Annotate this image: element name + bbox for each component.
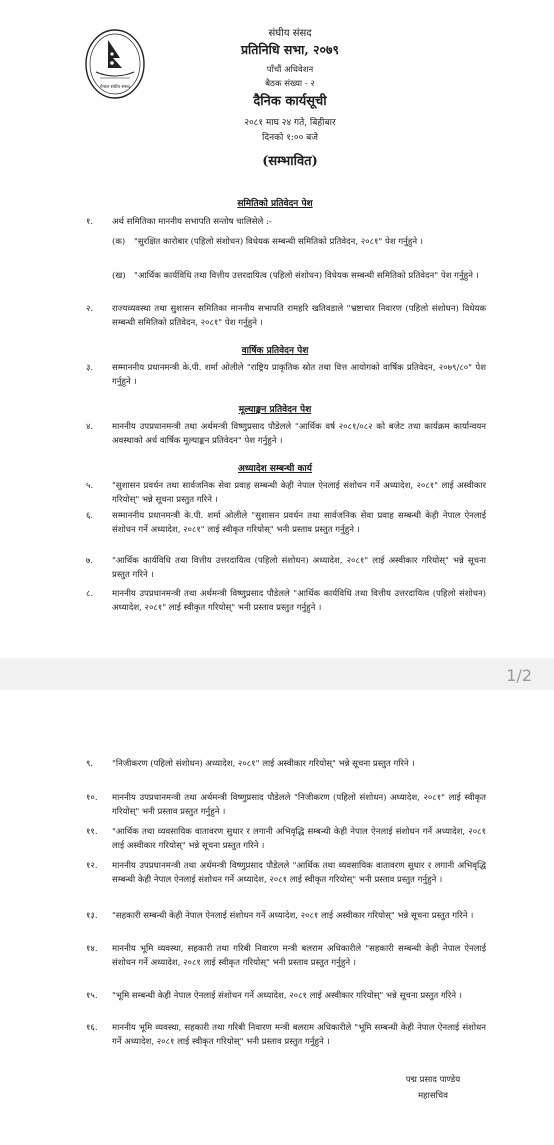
document-page-1: नेपाल संघीय संसद संघीय संसद प्रतिनिधि सभा, २०७९ पाँचौं अधिवेशन बैठक संख्या - २ दैनिक कार्यसूची २०८१ माघ २४ गते, बिहीबार दिनको १:०० बजे (सम्भावित) समितिको प्रतिवेदन पेश १. अर्थ समितिका माननीय सभापति सन्तोष चालिसेले :- (क) "सुरक्षित कारोबार (पहिलो संशोधन) विधेयक सम्बन्धी समितिको प्रतिवेदन, २०८१" पेश गर्नुहुने । (ख) "आर्थिक कार्यविधि तथा वित्तीय उत्तरदायित्व (पहिलो संशोधन) विधेयक सम्बन्धी समितिको प्रतिवेदन" पेश गर्नुहुने । २. राज्यव्यवस्था तथा सुशासन समितिका माननीय सभापति रामहरि खतिवडाले "भ्रष्टाचार निवारण (पहिलो संशोधन) विधेयक सम्बन्धी समितिको प्रतिवेदन, २०८१" पेश गर्नुहुने । वार्षिक प्रतिवेदन पेश ३. सम्माननीय प्रधानमन्त्री के.पी. शर्मा ओलीले "राष्ट्रिय प्राकृतिक स्रोत तथा वित्त आयोगको वार्षिक प्रतिवेदन, २०७९/८०" पेश गर्नुहुने । मूल्याङ्कन प्रतिवेदन पेश ४. माननीय उपप्रधानमन्त्री तथा अर्थमन्त्री विष्णुप्रसाद पौडेलले "आर्थिक वर्ष २०८१/०८२ को बजेट तथा कार्यक्रम कार्यान्वयन अवस्थाको अर्ध वार्षिक मूल्याङ्कन प्रतिवेदन" पेश गर्नुहुने । अध्यादेश सम्बन्धी कार्य ५. "सुशासन प्रवर्धन तथा सार्वजनिक सेवा प्रवाह सम्बन्धी केही नेपाल ऐनलाई संशोधन गर्ने अध्यादेश, २०८१" लाई अस्वीकार गरियोस्" भन्ने सूचना प्रस्तुत गरिने । ६. सम्माननीय प्रधानमन्त्री के.पी. शर्मा ओलीले "सुशासन प्रवर्धन तथा सार्वजनिक सेवा प्रवाह सम्बन्धी केही नेपाल ऐनलाई संशोधन गर्ने अध्यादेश, २०८१" लाई स्वीकृत गरियोस्" भनी प्रस्ताव प्रस्तुत गर्नुहुने । ७. "आर्थिक कार्यविधि तथा वित्तीय उत्तरदायित्व (पहिलो संशोधन) अध्यादेश, २०८१" लाई अस्वीकार गरियोस्" भन्ने सूचना प्रस्तुत गरिने । ८. माननीय उपप्रधानमन्त्री तथा अर्थमन्त्री विष्णुप्रसाद पौडेलले "आर्थिक कार्यविधि तथा वित्तीय उत्तरदायित्व (पहिलो संशोधन) अध्यादेश, २०८१" लाई स्वीकृत गरियोस्" भनी प्रस्ताव प्रस्तुत गर्नुहुने । [0,0,554,658]
meeting-time: दिनको १:०० बजे [262,133,318,143]
agenda-title: दैनिक कार्यसूची [253,94,327,109]
tentative-label: (सम्भावित) [262,154,318,169]
section-evaluation-report: मूल्याङ्कन प्रतिवेदन पेश [238,405,312,415]
parliament-emblem-icon [84,28,146,100]
section-annual-report: वार्षिक प्रतिवेदन पेश [241,346,309,356]
signatory-title: महासचिव [418,1091,448,1101]
section-ordinance-business: अध्यादेश सम्बन्धी कार्य [238,464,312,474]
session-label: पाँचौं अधिवेशन [266,65,314,75]
section-committee-reports: समितिको प्रतिवेदन पेश [237,199,313,209]
document-page-2: ९. "निजीकरण (पहिलो संशोधन) अध्यादेश, २०८१" लाई अस्वीकार गरियोस्" भन्ने सूचना प्रस्तुत गरिने । १०. माननीय उपप्रधानमन्त्री तथा अर्थमन्त्री विष्णुप्रसाद पौडेलले "निजीकरण (पहिलो संशोधन) अध्यादेश, २०८१" लाई स्वीकृत गरियोस्" भनी प्रस्ताव प्रस्तुत गर्नुहुने । ११. "आर्थिक तथा व्यवसायिक वातावरण सुधार र लगानी अभिवृद्धि सम्बन्धी केही नेपाल ऐनलाई संशोधन गर्ने अध्यादेश, २०८१ लाई अस्वीकार गरियोस्" भन्ने सूचना प्रस्तुत गरिने । १२. माननीय उपप्रधानमन्त्री तथा अर्थमन्त्री विष्णुप्रसाद पौडेलले "आर्थिक तथा व्यवसायिक वातावरण सुधार र लगानी अभिवृद्धि सम्बन्धी केही नेपाल ऐनलाई संशोधन गर्ने अध्यादेश, २०८१ लाई स्वीकृत गरियोस्" भनी प्रस्ताव प्रस्तुत गर्नुहुने । १३. "सहकारी सम्बन्धी केही नेपाल ऐनलाई संशोधन गर्ने अध्यादेश, २०८१ लाई अस्वीकार गरियोस्" भन्ने सूचना प्रस्तुत गरिने । १४. माननीय भूमि व्यवस्था, सहकारी तथा गरिबी निवारण मन्त्री बलराम अधिकारीले "सहकारी सम्बन्धी केही नेपाल ऐनलाई संशोधन गर्ने अध्यादेश, २०८१ लाई स्वीकृत गरियोस्" भनी प्रस्ताव प्रस्तुत गर्नुहुने । १५. "भूमि सम्बन्धी केही नेपाल ऐनलाई संशोधन गर्ने अध्यादेश, २०८१ लाई अस्वीकार गरियोस्" भन्ने सूचना प्रस्तुत गरिने । १६. माननीय भूमि व्यवस्था, सहकारी तथा गरिबी निवारण मन्त्री बलराम अधिकारीले "भूमि सम्बन्धी केही नेपाल ऐनलाई संशोधन गर्ने अध्यादेश, २०८१ लाई स्वीकृत गरियोस्" भनी प्रस्ताव प्रस्तुत गर्नुहुने । पद्म प्रसाद पाण्डेय महासचिव [0,690,554,1145]
emblem-caption: नेपाल संघीय संसद [99,85,131,90]
parliament-name: संघीय संसद [268,28,312,39]
house-title: प्रतिनिधि सभा, २०७९ [240,42,340,57]
meeting-date: २०८१ माघ २४ गते, बिहीबार [244,118,336,128]
signatory-name: पद्म प्रसाद पाण्डेय [405,1075,461,1085]
page-indicator: 1/2 [506,666,532,685]
sitting-number: बैठक संख्या - २ [265,79,315,89]
